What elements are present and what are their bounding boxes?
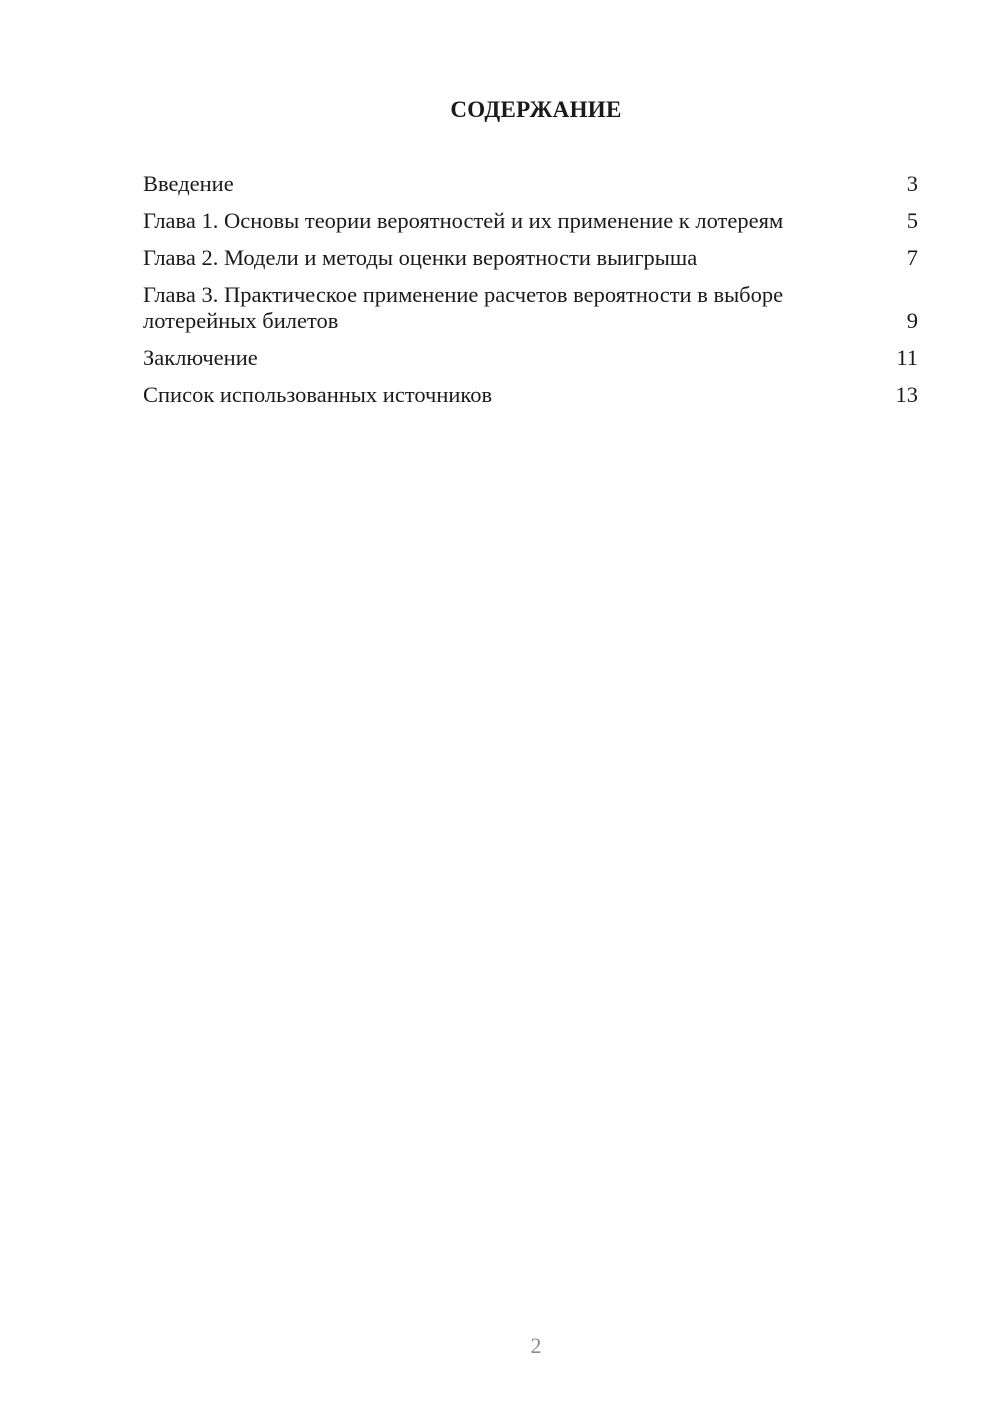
toc-item-label: Глава 1. Основы теории вероятностей и их применение к лотереям [143,208,784,233]
toc-item-conclusion [143,345,918,371]
toc-item-label: Глава 2. Модели и методы оценки вероятности выигрыша [143,245,698,270]
toc-item-page: 9 [906,308,918,333]
toc-item-page: 11 [896,345,918,370]
toc-item-label: Заключение [143,345,258,370]
toc-item-chapter-2 [143,245,918,271]
toc-item-page: 7 [906,245,918,270]
page-title: СОДЕРЖАНИЕ [450,97,622,122]
toc-item-label: Список использованных источников [143,382,493,407]
toc-item-introduction [143,171,918,197]
toc-item-chapter-1 [143,208,918,234]
page-number: 2 [530,1333,542,1358]
toc-item-page: 3 [906,171,918,196]
table-of-contents [143,171,918,419]
toc-item-references [143,382,918,408]
toc-item-page: 13 [895,382,918,407]
toc-item-page: 5 [906,208,918,233]
toc-item-chapter-3 [143,282,918,334]
toc-item-label: Введение [143,171,234,196]
toc-item-label: Глава 3. Практическое применение расчетов вероятности в выборе лотерейных билетов [143,282,784,333]
